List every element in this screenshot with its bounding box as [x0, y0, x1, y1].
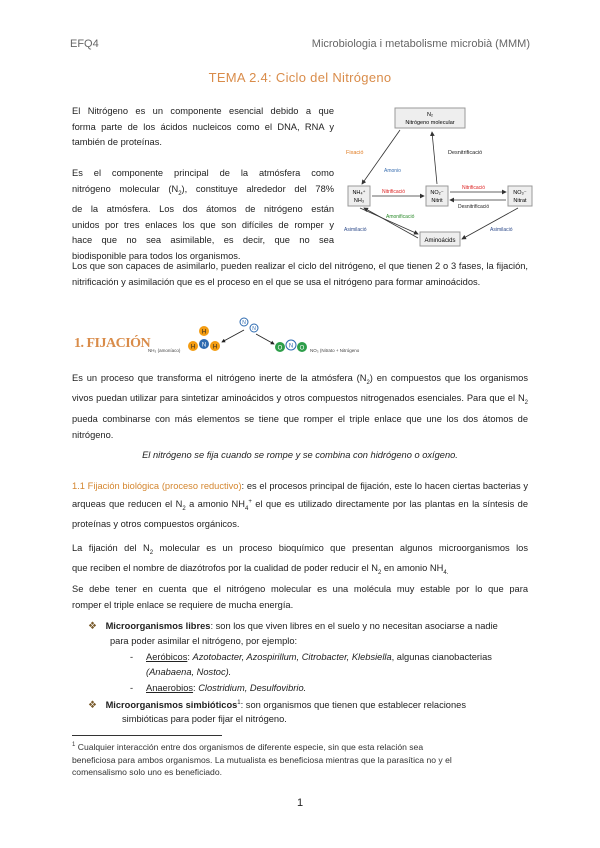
page-number: 1	[296, 797, 304, 809]
header-left: EFQ4	[70, 38, 99, 50]
bullet-symbiotic-line2: simbióticas para poder fijar el nitrógeno.	[122, 714, 287, 724]
label-denit-mid: Desnitrificació	[458, 204, 490, 210]
diagram-left-1: NH₄⁺	[352, 190, 366, 196]
label-asim-left: Asimilació	[344, 227, 367, 233]
atom-n2-b: N	[252, 326, 256, 332]
diagram-right-2: Nitrat	[513, 198, 527, 204]
diazotrophs-paragraph: La fijación del $N_2$ molecular es un proceso bioquímico que presentan algunos microorganismos los que reciben el nombre de diazótrofos por la cualidad de poder reducir el $N_2$ en amonio $NH_{4.}$ Se debe tener en cuenta que el nitrógeno molecular es una molécula muy estable por lo que para romper el triple enlace se requiere de mucha energía.	[72, 543, 529, 610]
bullet-free-line2: para poder asimilar el nitrógeno, por ejemplo:	[110, 636, 298, 646]
diamond-bullet-icon: ❖	[88, 621, 97, 632]
molecule-label-right: NO₃ (Nitrato + Nitrógeno	[310, 348, 360, 353]
intro-paragraph-2: Es el componente principal de la atmósfera como nitrógeno molecular $(N_2)$, constituye alrededor del 78% de la atmósfera. Los dos átomos de nitrógeno están unidos por tres enlaces los que son difíciles de romper y hace que no sea asimilable, es decir, que no sea biodisponible para todos los organismos.	[72, 168, 335, 261]
label-nitrif-left: Nitrificació	[382, 189, 406, 195]
atom-n-no3: N	[288, 343, 294, 350]
footnote-divider	[72, 735, 222, 736]
atom-o-left: O	[277, 345, 283, 352]
atom-n2-a: N	[242, 320, 246, 326]
diagram-mid-1: NO₂⁻	[430, 190, 444, 196]
intro-paragraph-3: Los que son capaces de asimilarlo, pueden realizar el ciclo del nitrógeno, el que tienen 2 o 3 fases, la fijación, nitrificación y asimilación que es el proceso en el que se usa el nitrógeno para formar aminoácidos.	[72, 261, 528, 287]
diagram-mid-2: Nitrit	[431, 198, 443, 204]
footnote: $^1$ Cualquier interacción entre dos organismos de diferente especie, sin que esta relación sea beneficiosa para ambos organismos. La mutualista es beneficiosa mientras que la parasítica no y el comensalismo solo uno es beneficiado.	[72, 741, 452, 778]
header-right: Microbiologia i metabolisme microbià (MMM)	[311, 38, 530, 50]
diagram-right-1: NO₃⁻	[513, 190, 527, 196]
anaerobic-item: Anaerobios: Clostridium, Desulfovibrio.	[146, 683, 307, 693]
atom-n-center: N	[201, 342, 207, 349]
dash-icon: -	[130, 683, 134, 693]
label-fixation: Fixació	[346, 150, 364, 156]
section-1-title: 1. FIJACIÓN	[74, 336, 151, 351]
label-amonif: Amonificació	[386, 214, 415, 220]
label-amonio: Amonio	[384, 168, 401, 174]
subsection-1-1-label: 1.1 Fijación biológica (proceso reductivo)	[72, 481, 242, 491]
aerobic-item: Aeróbicos: Azotobacter, Azospirillum, Citrobacter, Klebsiella, algunas cianobacterias	[146, 652, 492, 662]
fixation-molecule-illustration	[148, 314, 368, 360]
atom-h-right: H	[212, 344, 218, 351]
diagram-top-formula: N₂	[426, 112, 434, 118]
diamond-bullet-icon: ❖	[88, 700, 97, 712]
diagram-bottom: Aminoácids	[424, 238, 456, 244]
dash-icon: -	[130, 652, 134, 662]
fixation-summary-italic: El nitrógeno se fija cuando se rompe y se combina con hidrógeno o oxígeno.	[142, 450, 458, 460]
subsection-1-1-paragraph: 1.1 Fijación biológica (proceso reductivo): es el procesos principal de fijación, este lo hacen ciertas bacterias y arqueas que reducen el $N_2$ a amonio $NH_4^+$ el que es utilizado directamente por las plantas en la síntesis de proteínas y otros compuestos orgánicos.	[72, 481, 528, 530]
diagram-left-2: NH₃	[353, 198, 365, 204]
molecule-label-left: NH₃ (amoníaco)	[148, 348, 181, 353]
atom-h-left: H	[190, 344, 196, 351]
diagram-top-label: Nitrógeno molecular	[405, 120, 455, 126]
label-asim-right: Asimilació	[490, 227, 513, 233]
atom-h-top: H	[201, 329, 207, 336]
nitrogen-cycle-diagram	[340, 104, 540, 252]
section-1-paragraph: Es un proceso que transforma el nitrógeno inerte de la atmósfera $(N_2)$ en compuestos que los organismos vivos puedan utilizar para sintetizar aminoácidos y otros compuestos nitrogenados esenciales. Para que el $N_2$ pueda combinarse con más elementos se tiene que romper el triple enlace que une los dos átomos de nitrógeno.	[72, 373, 528, 440]
label-nitrif-right: Nitrificació	[462, 185, 486, 191]
intro-paragraph-1: El Nitrógeno es un componente esencial debido a que forma parte de los ácidos nucleicos como el DNA, RNA y también de proteínas.	[72, 106, 334, 148]
bullet-free-microorganisms: ❖ Microorganismos libres: son los que viven libres en el suelo y no necesitan asociarse a nadie	[88, 621, 498, 632]
bullet-symbiotic-microorganisms: ❖ Microorganismos simbióticos$^1$: son organismos que tienen que establecer relaciones	[88, 700, 466, 712]
page-title: TEMA 2.4: Ciclo del Nitrógeno	[208, 70, 392, 85]
aerobic-item-line2: (Anabaena, Nostoc).	[146, 667, 232, 677]
atom-o-right: O	[299, 345, 305, 352]
label-denit-top: Desnitrificació	[448, 150, 483, 156]
